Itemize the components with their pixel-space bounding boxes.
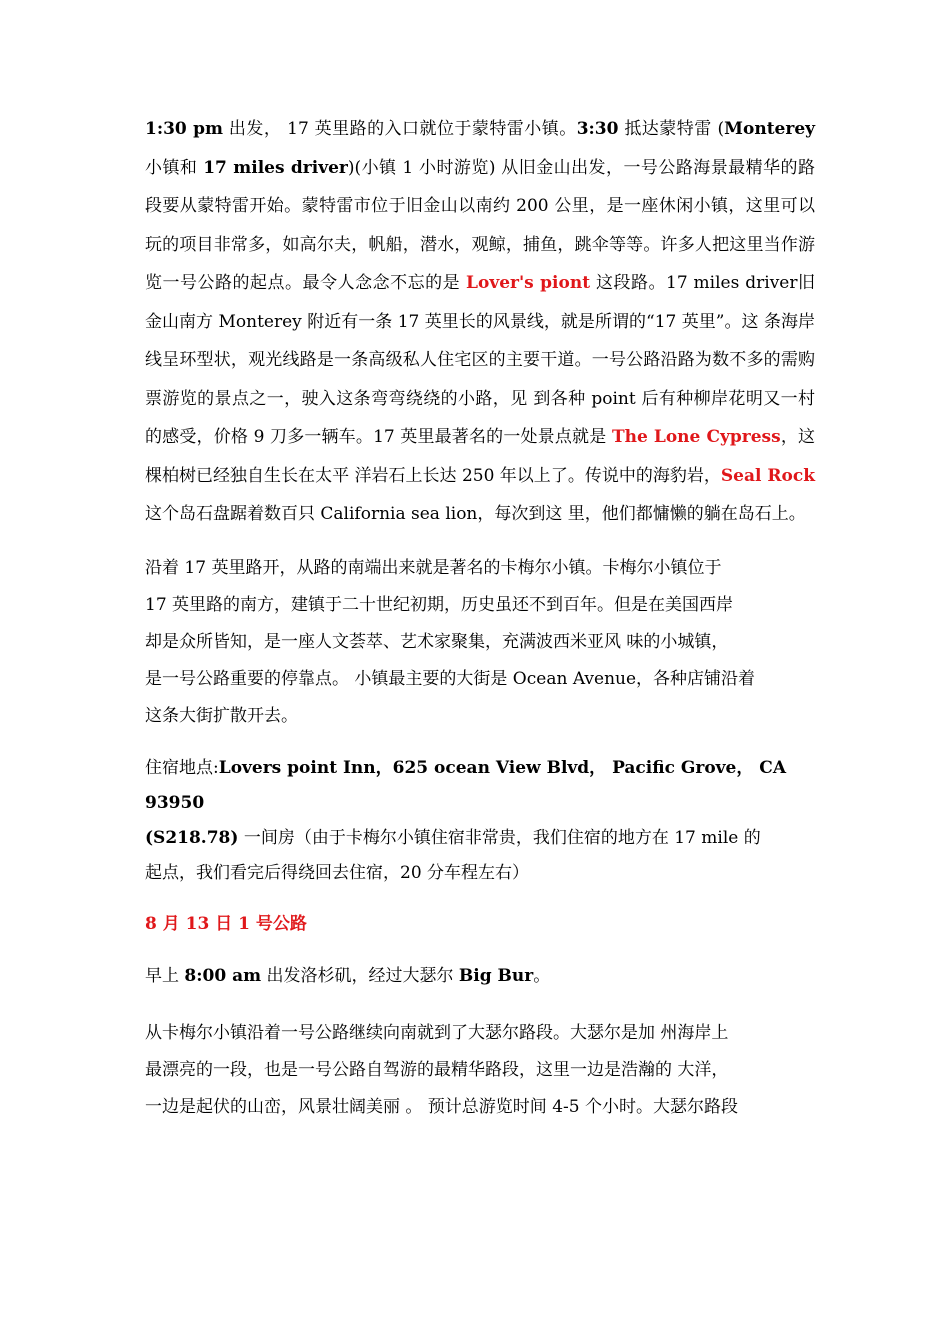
text-line: 这条大街扩散开去。 (145, 705, 298, 726)
text-line: 最漂亮的一段，也是一号公路自驾游的最精华路段，这里一边是浩瀚的 大洋， (145, 1059, 729, 1080)
lodging-note: 一间房（由于卡梅尔小镇住宿非常贵，我们住宿的地方在 17 mile 的 (238, 827, 761, 848)
paragraph-morning (145, 961, 815, 991)
run-text: 这个岛石盘踞着数百只 California sea lion，每次到这 里，他们都慵懒的躺在岛石上。 (145, 465, 821, 524)
run-text: 这段路。17 miles driver旧金山南方 Monterey 附近有一条 17 英里长的风景线，就是所谓的“17 英里”。这 条海岸线呈环型状，观光线路是一条高级私人住宅区的主要干道。一号公路沿路为数不多的需购票游览的景点之一，驶入这条弯弯绕绕的小路，见 到各种 point 后有种柳岸花明又一村的感受，价格 9 刀多一辆车。17 英里最著名的一处景点就是 (145, 273, 815, 447)
text-line: 17 英里路的南方，建镇于二十世纪初期，历史虽还不到百年。但是在美国西岸 (145, 594, 734, 615)
run-time-depart: 1:30 pm (145, 119, 224, 139)
run-monterey: Monterey (724, 119, 816, 139)
paragraph-carmel (145, 550, 815, 735)
paragraph-17-mile-drive (145, 110, 821, 534)
paragraph-big-sur (145, 1015, 815, 1126)
text-line: 沿着 17 英里路开，从路的南端出来就是著名的卡梅尔小镇。卡梅尔小镇位于 (145, 557, 722, 578)
text-line: 从卡梅尔小镇沿着一号公路继续向南就到了大瑟尔路段。大瑟尔是加 州海岸上 (145, 1022, 729, 1043)
run-text: )(小镇 1 小时游览) 从旧金山出发，一号公路海景最精华的路段要从蒙特雷开始。蒙特雷市位于旧金山以南约 200 公里，是一座休闲小镇，这里可以玩的项目非常多，如高尔夫，帆船，潜水，观鲸，捕鱼，跳伞等等。许多人把这里当作游览一号公路的起点。最令人念念不忘的是 (145, 157, 815, 293)
run-text: 出发， 17 英里路的入口就位于蒙特雷小镇。 (223, 119, 577, 139)
lodging-price: (S218.78) (145, 827, 239, 848)
run-text: 小镇和 (145, 119, 821, 178)
lodging-address: Lovers point Inn，625 ocean View Blvd， Pacific Grove， CA 93950 (145, 757, 787, 813)
run-text: 出发洛杉矶，经过大瑟尔 (261, 965, 459, 986)
place-big-bur: Big Bur (458, 965, 534, 986)
run-text: 。 (533, 965, 551, 986)
lodging-label: 住宿地点: (145, 757, 219, 778)
text-line: 却是众所皆知，是一座人文荟萃、艺术家聚集，充满波西米亚风 味的小城镇， (145, 631, 729, 652)
text-line: 一边是起伏的山峦，风景壮阔美丽 。 预计总游览时间 4-5 个小时。大瑟尔路段 (145, 1096, 738, 1117)
highlight-lovers-point: Lover's piont (466, 273, 591, 293)
text-line: 是一号公路重要的停靠点。 小镇最主要的大街是 Ocean Avenue，各种店铺沿着 (145, 668, 756, 689)
run-17-miles-driver: 17 miles driver (203, 157, 348, 178)
morning-time: 8:00 am (184, 965, 262, 986)
section-heading: 8 月 13 日 1 号公路 (145, 913, 307, 934)
run-time-arrive: 3:30 (576, 119, 619, 139)
highlight-lone-cypress: The Lone Cypress (611, 427, 781, 447)
run-text: ，这棵柏树已经独自生长在太平 洋岩石上长达 250 年以上了。传说中的海豹岩， (145, 427, 816, 486)
highlight-seal-rock: Seal Rock (720, 465, 815, 486)
document-page (145, 110, 821, 1126)
paragraph-lodging (145, 751, 815, 891)
run-text: 抵达蒙特雷 ( (618, 119, 725, 139)
run-text: 早上 (145, 965, 185, 986)
lodging-note: 起点，我们看完后得绕回去住宿，20 分车程左右） (145, 862, 530, 883)
